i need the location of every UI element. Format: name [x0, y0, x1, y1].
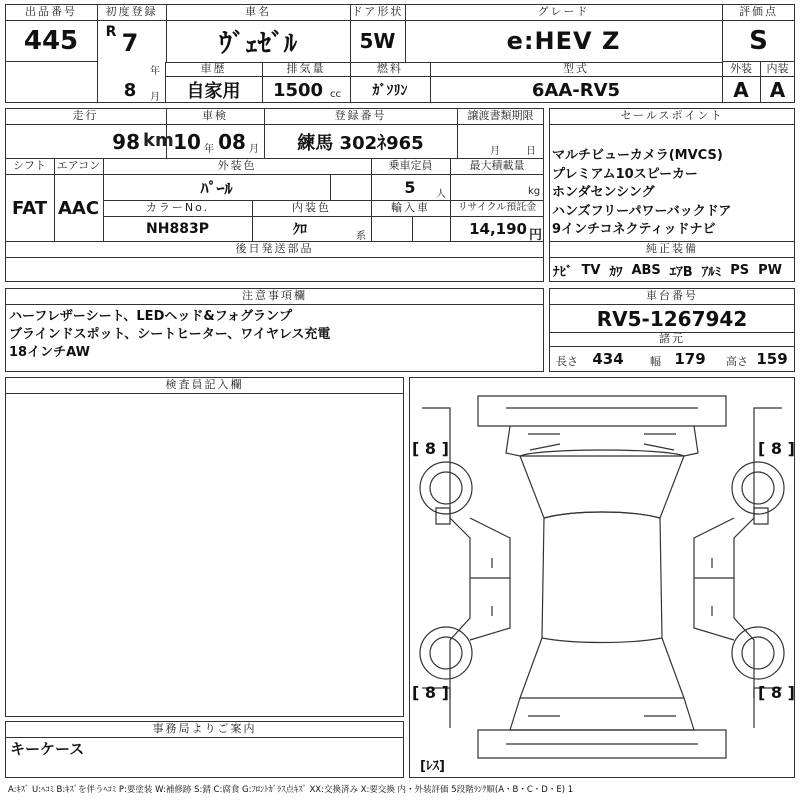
sales-point-item: ホンダセンシング: [552, 185, 655, 200]
sales-point-list: [552, 147, 792, 240]
notes-list: [9, 308, 539, 362]
exterior-value: A: [733, 78, 749, 102]
inspector-section: [5, 377, 404, 717]
int-color-unit: 系: [356, 231, 366, 242]
history-value: 自家用: [186, 81, 241, 102]
capacity-label: 乗車定員: [388, 159, 433, 172]
int-color-value: ｸﾛ: [293, 222, 307, 238]
length-label: 長さ: [556, 355, 578, 368]
shift-value: FAT: [11, 197, 48, 219]
sales-point-item: ハンズフリーパワーバックドア: [552, 203, 732, 219]
equipment-item: ｱﾙﾐ: [701, 264, 722, 280]
color-no-label: カラーNo.: [145, 201, 210, 214]
ac-label: エアコン: [56, 159, 101, 172]
equipment-item: ABS: [631, 262, 661, 278]
sales-point-item: 9インチコネクティッドナビ: [552, 222, 716, 237]
score-value: S: [749, 26, 768, 56]
transfer-day-unit: 日: [526, 146, 536, 157]
grade-label: グレード: [537, 5, 590, 18]
ac-value: AAC: [57, 197, 100, 219]
displacement-unit: cc: [330, 89, 341, 100]
year-unit: 年: [150, 66, 160, 77]
inspection-label: 車検: [202, 109, 228, 122]
sales-point-label: セールスポイント: [620, 109, 724, 122]
month-unit: 月: [150, 92, 160, 103]
int-color-label: 内装色: [292, 201, 331, 214]
car-name-label: 車名: [245, 5, 271, 18]
capacity-unit: 人: [436, 189, 446, 200]
history-label: 車歴: [200, 62, 227, 75]
inspection-month: 08: [218, 130, 246, 154]
transfer-label: 譲渡書類期限: [467, 109, 534, 122]
model-value: 6AA-RV5: [531, 79, 621, 101]
chassis-value: RV5-1267942: [596, 306, 748, 331]
door-value: 5W: [359, 29, 396, 53]
fuel-label: 燃料: [377, 62, 403, 75]
tire-tread-rear-right: [ 8 ]: [758, 683, 795, 702]
reg-year: 7: [121, 29, 139, 57]
height-label: 高さ: [726, 355, 748, 368]
equipment-item: ｶﾜ: [609, 264, 623, 280]
displacement-label: 排気量: [286, 62, 326, 75]
legend: A:ｷｽﾞ U:ﾍｺﾐ B:ｷｽﾞを伴うﾍｺﾐ P:要塗装 W:補修跡 S:錆 C:腐食 G:ﾌﾛﾝﾄｶﾞﾗｽ点ｷｽﾞ XX:交換済み X:要交換 内・外装評価 5段階ﾗﾝｸ順(A・B・C・D・E) 1: [8, 785, 574, 795]
sales-point-item: プレミアム10スピーカー: [552, 166, 698, 182]
mileage-value: 98: [112, 130, 140, 154]
height-value: 159: [756, 350, 788, 368]
tire-tread-rear-left: [ 8 ]: [412, 683, 449, 702]
shift-label: シフト: [13, 159, 46, 172]
fuel-value: ｶﾞｿﾘﾝ: [372, 83, 408, 99]
width-label: 幅: [650, 355, 661, 368]
model-label: 型式: [563, 62, 589, 75]
load-label: 最大積載量: [469, 159, 525, 172]
car-name: ｳﾞｪｾﾞﾙ: [218, 28, 297, 59]
inspector-label: 検査員記入欄: [165, 378, 244, 391]
equipment-item: PS: [730, 262, 750, 278]
car-outline: [410, 378, 794, 777]
color-no-value: NH883P: [146, 221, 209, 237]
equipment-item: PW: [758, 262, 782, 278]
chassis-label: 車台番号: [646, 289, 698, 302]
reg-label: 登録番号: [334, 109, 387, 122]
exterior-label: 外装: [730, 62, 752, 75]
notes-label: 注意事項欄: [242, 289, 307, 302]
equipment-item: ｴｱB: [669, 264, 693, 280]
spare-tire-status: [ﾚｽ]: [420, 759, 445, 774]
inspection-year: 10: [173, 130, 201, 154]
note-line: ブラインドスポット、シートヒーター、ワイヤレス充電: [9, 327, 331, 342]
car-diagram: [409, 377, 795, 778]
displacement-value: 1500: [272, 79, 324, 101]
office-text: キーケース: [10, 739, 85, 758]
equipment-label: 純正装備: [646, 242, 698, 255]
equipment-item: TV: [581, 262, 601, 278]
load-unit: kg: [528, 186, 541, 197]
parts-label: 後日発送部品: [235, 242, 314, 255]
lot-label: 出品番号: [25, 5, 77, 18]
era-letter: R: [105, 24, 117, 40]
first-reg-label: 初度登録: [105, 5, 158, 18]
tire-tread-front-right: [ 8 ]: [758, 439, 795, 458]
mileage-label: 走行: [72, 109, 99, 122]
office-label: 事務局よりご案内: [152, 722, 257, 735]
ext-color-label: 外装色: [217, 159, 257, 172]
recycle-unit: 円: [529, 228, 543, 243]
transfer-month-unit: 月: [490, 146, 500, 157]
interior-value: A: [769, 78, 786, 102]
length-value: 434: [592, 350, 624, 368]
recycle-value: 14,190: [469, 220, 527, 238]
capacity-value: 5: [404, 178, 416, 197]
interior-label: 内装: [766, 62, 789, 75]
inspection-month-unit: 月: [249, 144, 259, 155]
import-label: 輸入車: [391, 201, 430, 214]
recycle-label: リサイクル預託金: [457, 202, 537, 213]
equipment-item: ﾅﾋﾞ: [553, 264, 573, 280]
note-line: 18インチAW: [9, 345, 90, 360]
ext-color-value: ﾊﾟｰﾙ: [200, 179, 233, 198]
equipment-list: [553, 259, 793, 281]
sales-point-item: マルチビューカメラ(MVCS): [552, 148, 723, 163]
inspection-year-unit: 年: [204, 144, 214, 155]
mileage-unit: km: [143, 130, 174, 151]
door-label: ドア形状: [351, 5, 404, 18]
tire-tread-front-left: [ 8 ]: [412, 439, 449, 458]
grade-value: e:HEV Z: [506, 27, 621, 55]
score-label: 評価点: [739, 5, 778, 18]
specs-label: 諸元: [659, 332, 685, 345]
lot-number: 445: [23, 26, 79, 56]
reg-month: 8: [123, 79, 137, 101]
reg-value: 練馬 302ﾈ965: [297, 133, 424, 154]
width-value: 179: [674, 350, 706, 368]
note-line: ハーフレザーシート、LEDヘッド&フォグランプ: [9, 309, 293, 324]
